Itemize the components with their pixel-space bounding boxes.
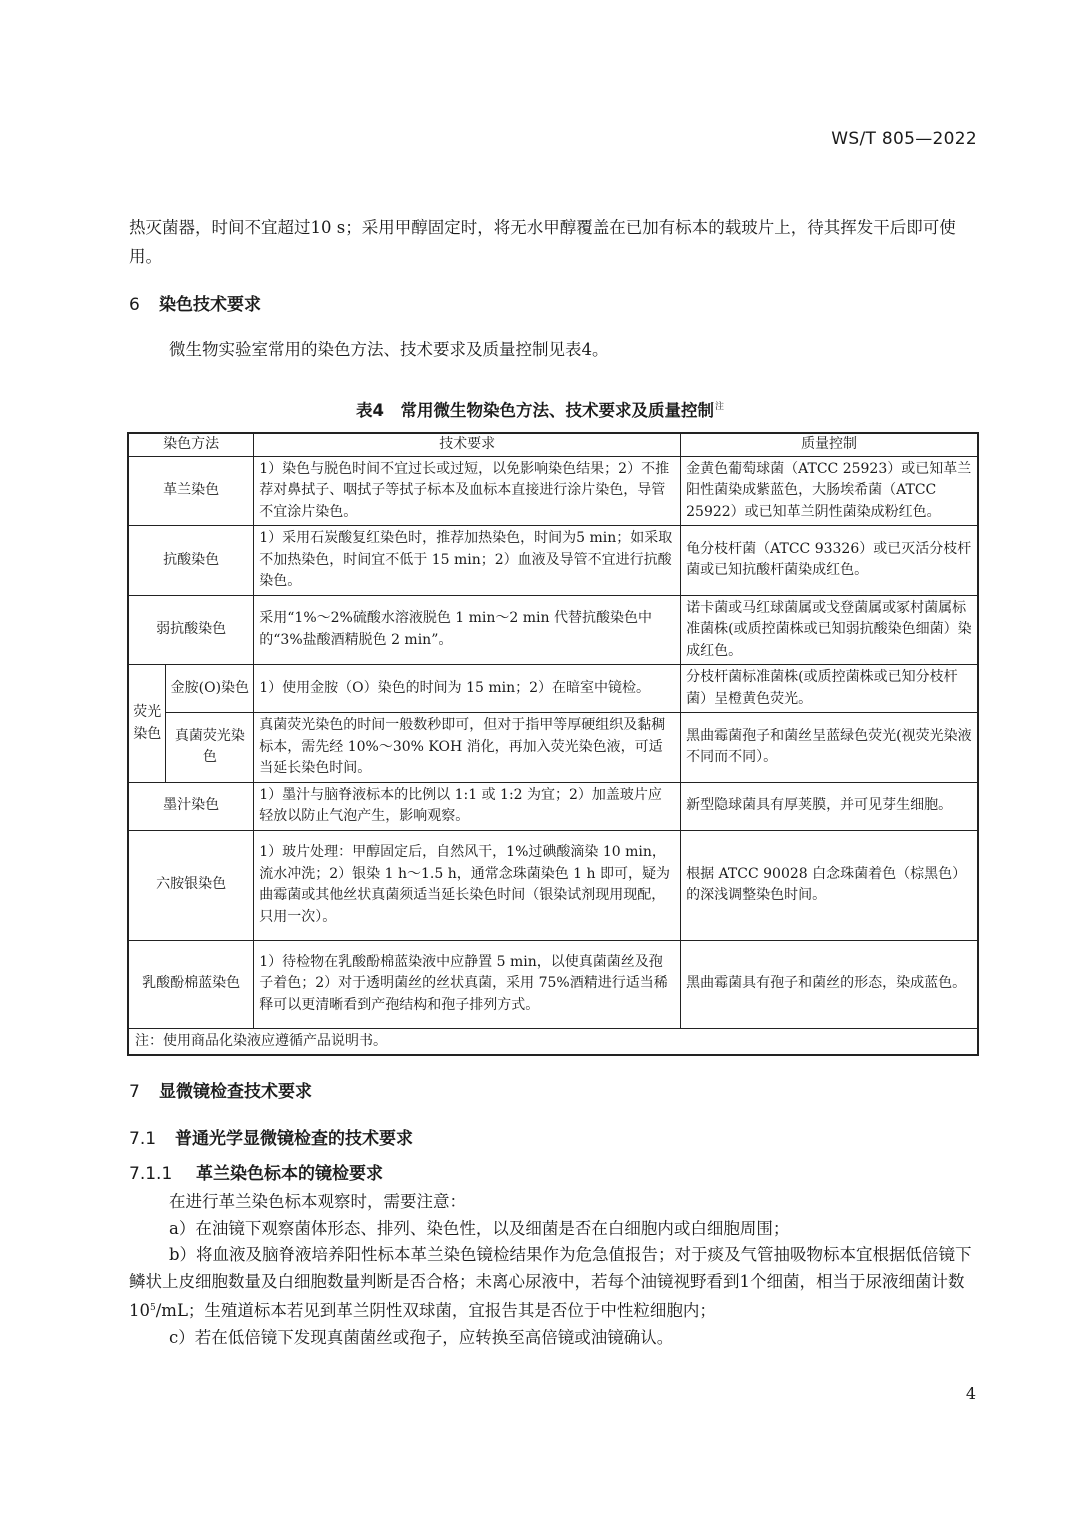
table-row	[128, 665, 978, 713]
section-7-1-heading	[129, 1124, 413, 1149]
list-item-b	[129, 1242, 979, 1325]
method-cell: 真菌荧光染色	[166, 713, 254, 783]
table-row	[128, 456, 978, 526]
qc-cell: 诺卡菌或马红球菌属或戈登菌属或冢村菌属标准菌株(或质控菌株或已知弱抗酸染色细菌）染成红色。	[681, 595, 978, 665]
table-row	[128, 782, 978, 830]
method-cell: 金胺(O)染色	[166, 665, 254, 713]
section-6-heading	[129, 290, 261, 315]
table-row	[128, 830, 978, 940]
section-7-number: 7	[129, 1082, 140, 1102]
section-7-1-number: 7.1	[129, 1129, 157, 1149]
requirement-cell: 1）染色与脱色时间不宜过长或过短，以免影响染色结果；2）不推荐对鼻拭子、咽拭子等拭子标本及血标本直接进行涂片染色，导管不宜涂片染色。	[254, 456, 681, 526]
requirement-cell: 真菌荧光染色的时间一般数秒即可，但对于指甲等厚硬组织及黏稠标本，需先经 10%～30% KOH 消化，再加入荧光染色液，可适当延长染色时间。	[254, 713, 681, 783]
list-item-c: c）若在低倍镜下发现真菌菌丝或孢子，应转换至高倍镜或油镜确认。	[169, 1327, 674, 1347]
requirement-cell: 1）墨汁与脑脊液标本的比例以 1:1 或 1:2 为宜；2）加盖玻片应轻放以防止气泡产生，影响观察。	[254, 782, 681, 830]
table-note: 注：使用商品化染液应遵循产品说明书。	[128, 1028, 978, 1055]
section-6-title: 染色技术要求	[159, 295, 261, 315]
qc-cell: 金黄色葡萄球菌（ATCC 25923）或已知革兰阳性菌染成紫蓝色，大肠埃希菌（ATCC 25922）或已知革兰阴性菌染成粉红色。	[681, 456, 978, 526]
table-4	[127, 432, 979, 1056]
table-header-row	[128, 433, 978, 456]
table-4-caption-text: 表4 常用微生物染色方法、技术要求及质量控制	[356, 401, 714, 420]
fluorescence-group-cell: 荧光染色	[128, 665, 166, 783]
header-method: 染色方法	[128, 433, 254, 456]
qc-cell: 根据 ATCC 90028 白念珠菌着色（棕黑色）的深浅调整染色时间。	[681, 830, 978, 940]
table-row	[128, 713, 978, 783]
section-7-1-title: 普通光学显微镜检查的技术要求	[175, 1129, 413, 1149]
method-cell: 抗酸染色	[128, 526, 254, 596]
table-4-caption	[0, 397, 1080, 421]
requirement-cell: 1）玻片处理：甲醇固定后，自然风干，1%过碘酸滴染 10 min，流水冲洗；2）银染 1 h～1.5 h，通常念珠菌染色 1 h 即可，疑为曲霉菌或其他丝状真菌须适当延长染色时间（银染试剂现用现配，只用一次）。	[254, 830, 681, 940]
section-7-title: 显微镜检查技术要求	[159, 1082, 312, 1102]
standard-code: WS/T 805—2022	[831, 129, 977, 149]
method-cell: 墨汁染色	[128, 782, 254, 830]
qc-cell: 黑曲霉菌具有孢子和菌丝的形态，染成蓝色。	[681, 940, 978, 1028]
requirement-cell: 1）采用石炭酸复红染色时，推荐加热染色，时间为5 min；如采取不加热染色，时间宜不低于 15 min；2）血液及导管不宜进行抗酸染色。	[254, 526, 681, 596]
intro-paragraph: 热灭菌器，时间不宜超过10 s；采用甲醇固定时，将无水甲醇覆盖在已加有标本的载玻片上，待其挥发干后即可使用。	[129, 218, 956, 266]
method-cell: 革兰染色	[128, 456, 254, 526]
section-7-1-1-heading	[129, 1159, 383, 1184]
section-6-number: 6	[129, 295, 140, 315]
method-cell: 乳酸酚棉蓝染色	[128, 940, 254, 1028]
section-7-1-1-title: 革兰染色标本的镜检要求	[196, 1164, 383, 1184]
table-note-row	[128, 1028, 978, 1055]
qc-cell: 黑曲霉菌孢子和菌丝呈蓝绿色荧光(视荧光染液不同而不同）。	[681, 713, 978, 783]
requirement-cell: 采用“1%～2%硫酸水溶液脱色 1 min～2 min 代替抗酸染色中的“3%盐酸酒精脱色 2 min”。	[254, 595, 681, 665]
table-row	[128, 940, 978, 1028]
list-item-b-text: b）将血液及脑脊液培养阳性标本革兰染色镜检结果作为危急值报告；对于痰及气管抽吸物标本宜根据低倍镜下鳞状上皮细胞数量及白细胞数量判断是否合格；未离心尿液中，若每个油镜视野看到1个细菌，相当于尿液细菌计数10	[129, 1245, 972, 1320]
list-item-b-text-continued: /mL；生殖道标本若见到革兰阴性双球菌，宜报告其是否位于中性粒细胞内；	[155, 1301, 716, 1320]
table-4-caption-note-mark: 注	[714, 402, 724, 412]
section-7-1-1-body	[129, 1189, 979, 1351]
method-cell: 弱抗酸染色	[128, 595, 254, 665]
section-6-paragraph: 微生物实验室常用的染色方法、技术要求及质量控制见表4。	[169, 340, 609, 359]
qc-cell: 新型隐球菌具有厚荚膜，并可见芽生细胞。	[681, 782, 978, 830]
table-row	[128, 595, 978, 665]
requirement-cell: 1）待检物在乳酸酚棉蓝染液中应静置 5 min，以使真菌菌丝及孢子着色；2）对于透明菌丝的丝状真菌，采用 75%酒精进行适当稀释可以更清晰看到产孢结构和孢子排列方式。	[254, 940, 681, 1028]
section-7-1-1-number: 7.1.1	[129, 1164, 173, 1184]
header-requirement: 技术要求	[254, 433, 681, 456]
list-item-b-superscript: 5	[150, 1303, 156, 1313]
qc-cell: 分枝杆菌标准菌株(或质控菌株或已知分枝杆菌）呈橙黄色荧光。	[681, 665, 978, 713]
method-cell: 六胺银染色	[128, 830, 254, 940]
requirement-cell: 1）使用金胺（O）染色的时间为 15 min；2）在暗室中镜检。	[254, 665, 681, 713]
table-row	[128, 526, 978, 596]
header-qc: 质量控制	[681, 433, 978, 456]
section-7-1-1-lead: 在进行革兰染色标本观察时，需要注意：	[169, 1192, 466, 1211]
list-item-a: a）在油镜下观察菌体形态、排列、染色性，以及细菌是否在白细胞内或白细胞周围；	[169, 1218, 790, 1238]
qc-cell: 龟分枝杆菌（ATCC 93326）或已灭活分枝杆菌或已知抗酸杆菌染成红色。	[681, 526, 978, 596]
page-number: 4	[965, 1384, 976, 1403]
section-7-heading	[129, 1077, 312, 1102]
